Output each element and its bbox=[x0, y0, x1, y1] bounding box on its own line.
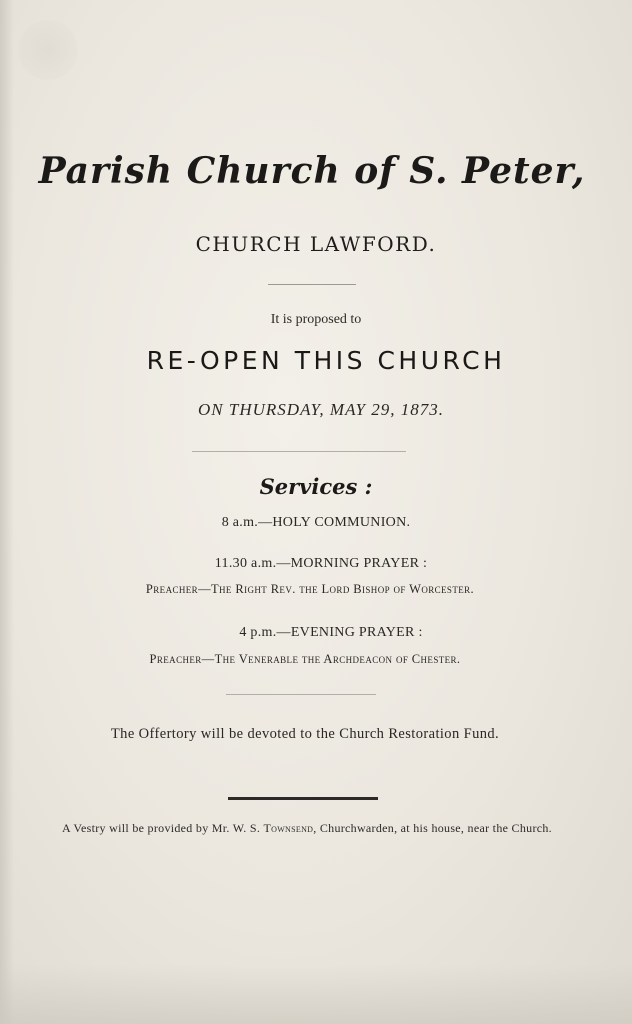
service-time: 8 a.m.—HOLY COMMUNION. bbox=[221, 515, 411, 530]
divider-short bbox=[268, 284, 356, 285]
paper-bottom-shadow bbox=[0, 964, 632, 1024]
event-date: ON THURSDAY, MAY 29, 1873. bbox=[198, 400, 444, 419]
vestry-text-after: , Churchwarden, at his house, near the Church. bbox=[313, 821, 552, 835]
offertory-notice: The Offertory will be devoted to the Church Restoration Fund. bbox=[110, 726, 500, 742]
churchwarden-name: Townsend bbox=[263, 821, 314, 835]
services-heading: Services : bbox=[259, 474, 373, 499]
church-location: CHURCH LAWFORD. bbox=[195, 232, 437, 256]
divider-thick bbox=[228, 797, 378, 800]
service-time: 4 p.m.—EVENING PRAYER : bbox=[239, 625, 423, 640]
intro-text: It is proposed to bbox=[270, 312, 362, 327]
service-time: 11.30 a.m.—MORNING PRAYER : bbox=[214, 556, 428, 571]
vestry-notice bbox=[60, 818, 554, 839]
paper-stain bbox=[18, 20, 78, 80]
service-preacher: Preacher—The Right Rev. the Lord Bishop of Worcester. bbox=[145, 582, 475, 596]
service-preacher: Preacher—The Venerable the Archdeacon of Chester. bbox=[149, 652, 461, 666]
vestry-text-before: A Vestry will be provided by Mr. W. S. bbox=[62, 821, 264, 835]
divider-medium bbox=[226, 694, 376, 695]
headline: RE-OPEN THIS CHURCH bbox=[146, 346, 506, 375]
church-title: Parish Church of S. Peter, bbox=[38, 150, 586, 192]
divider-long bbox=[192, 451, 406, 452]
